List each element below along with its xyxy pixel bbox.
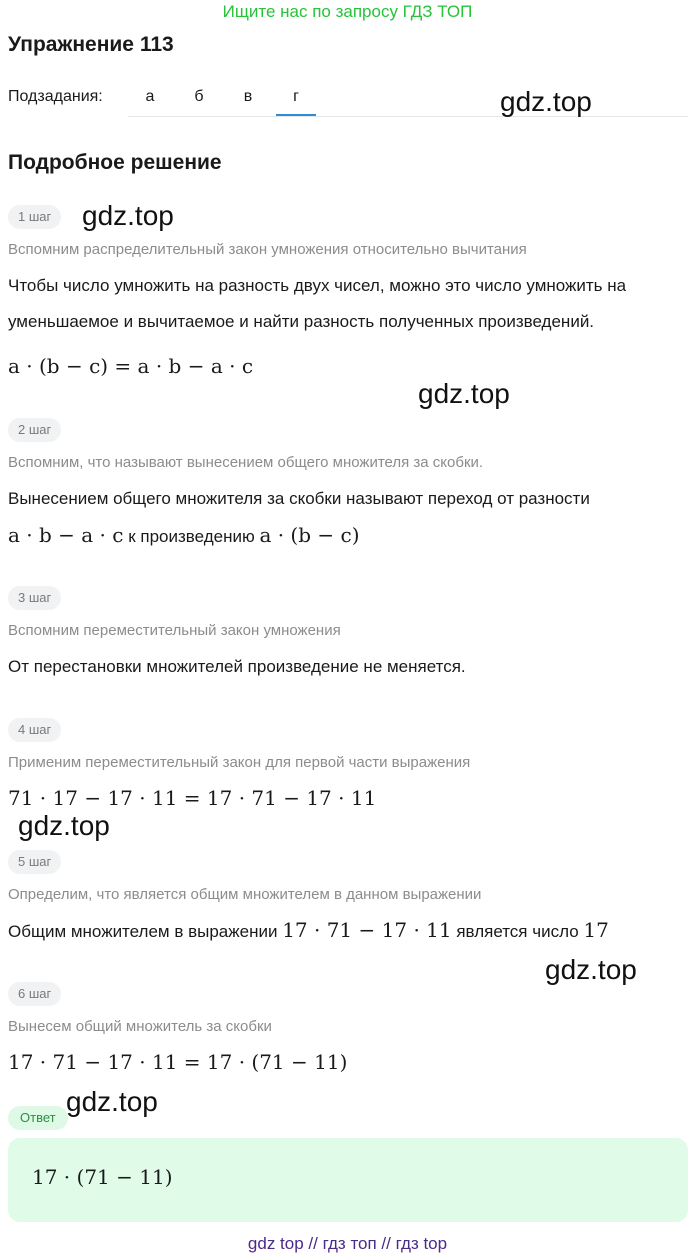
- step-6-badge: 6 шаг: [8, 982, 61, 1006]
- subtasks-label: Подзадания:: [8, 88, 103, 105]
- step-2-badge: 2 шаг: [8, 418, 61, 442]
- answer-badge: Ответ: [8, 1106, 68, 1130]
- step-5-hint: Определим, что является общим множителем в данном выражении: [8, 886, 482, 903]
- watermark: gdz.top: [18, 810, 110, 841]
- step-5-badge: 5 шаг: [8, 850, 61, 874]
- step-5-text: [8, 912, 688, 950]
- step-4-hint: Применим переместительный закон для первой части выражения: [8, 754, 471, 771]
- promo-banner: Ищите нас по запросу ГДЗ ТОП: [222, 2, 473, 21]
- tab-g[interactable]: г: [276, 84, 316, 116]
- step-3-text: От перестановки множителей произведение не меняется.: [8, 657, 466, 676]
- watermark: gdz.top: [545, 954, 637, 985]
- answer-formula: 17 · (71 − 11): [32, 1165, 173, 1189]
- step-1-hint: Вспомним распределительный закон умножения относительно вычитания: [8, 241, 527, 258]
- page-title: Упражнение 113: [8, 33, 174, 56]
- step-4-formula: 71 · 17 − 17 · 11 = 17 · 71 − 17 · 11: [8, 786, 377, 810]
- step-2-text: [8, 481, 688, 555]
- step-2-formula-2: a · (b − c): [259, 523, 360, 547]
- step-5-formula: 17 · 71 − 17 · 11: [282, 918, 452, 942]
- step-5-text-after: является число: [456, 922, 579, 941]
- watermark: gdz.top: [500, 86, 592, 117]
- step-4-badge: 4 шаг: [8, 718, 61, 742]
- step-3-hint: Вспомним переместительный закон умножения: [8, 622, 341, 639]
- step-6-formula: 17 · 71 − 17 · 11 = 17 · (71 − 11): [8, 1050, 348, 1074]
- watermark: gdz.top: [418, 378, 510, 409]
- tab-a[interactable]: а: [145, 88, 155, 105]
- step-2-text-mid: к произведению: [128, 527, 255, 546]
- step-2-formula-1: a · b − a · c: [8, 523, 124, 547]
- step-3-badge: 3 шаг: [8, 586, 61, 610]
- step-2-text-before: Вынесением общего множителя за скобки называют переход от разности: [8, 489, 590, 508]
- step-1-badge: 1 шаг: [8, 205, 61, 229]
- watermark: gdz.top: [82, 200, 174, 231]
- tab-v[interactable]: в: [243, 88, 253, 105]
- step-6-hint: Вынесем общий множитель за скобки: [8, 1018, 272, 1035]
- step-1-formula: a · (b − c) = a · b − a · c: [8, 354, 254, 378]
- step-1-text: Чтобы число умножить на разность двух чисел, можно это число умножить на уменьшаемое и вычитаемое и найти разность полученных произведений.: [8, 276, 627, 331]
- section-title: Подробное решение: [8, 151, 222, 174]
- tab-b[interactable]: б: [194, 88, 204, 105]
- footer-links[interactable]: gdz top // гдз топ // гдз top: [247, 1234, 448, 1253]
- step-5-text-before: Общим множителем в выражении: [8, 922, 278, 941]
- subtasks-tabs: [128, 84, 688, 117]
- watermark: gdz.top: [66, 1086, 158, 1117]
- step-5-number: 17: [583, 918, 609, 942]
- step-2-hint: Вспомним, что называют вынесением общего множителя за скобки.: [8, 454, 484, 471]
